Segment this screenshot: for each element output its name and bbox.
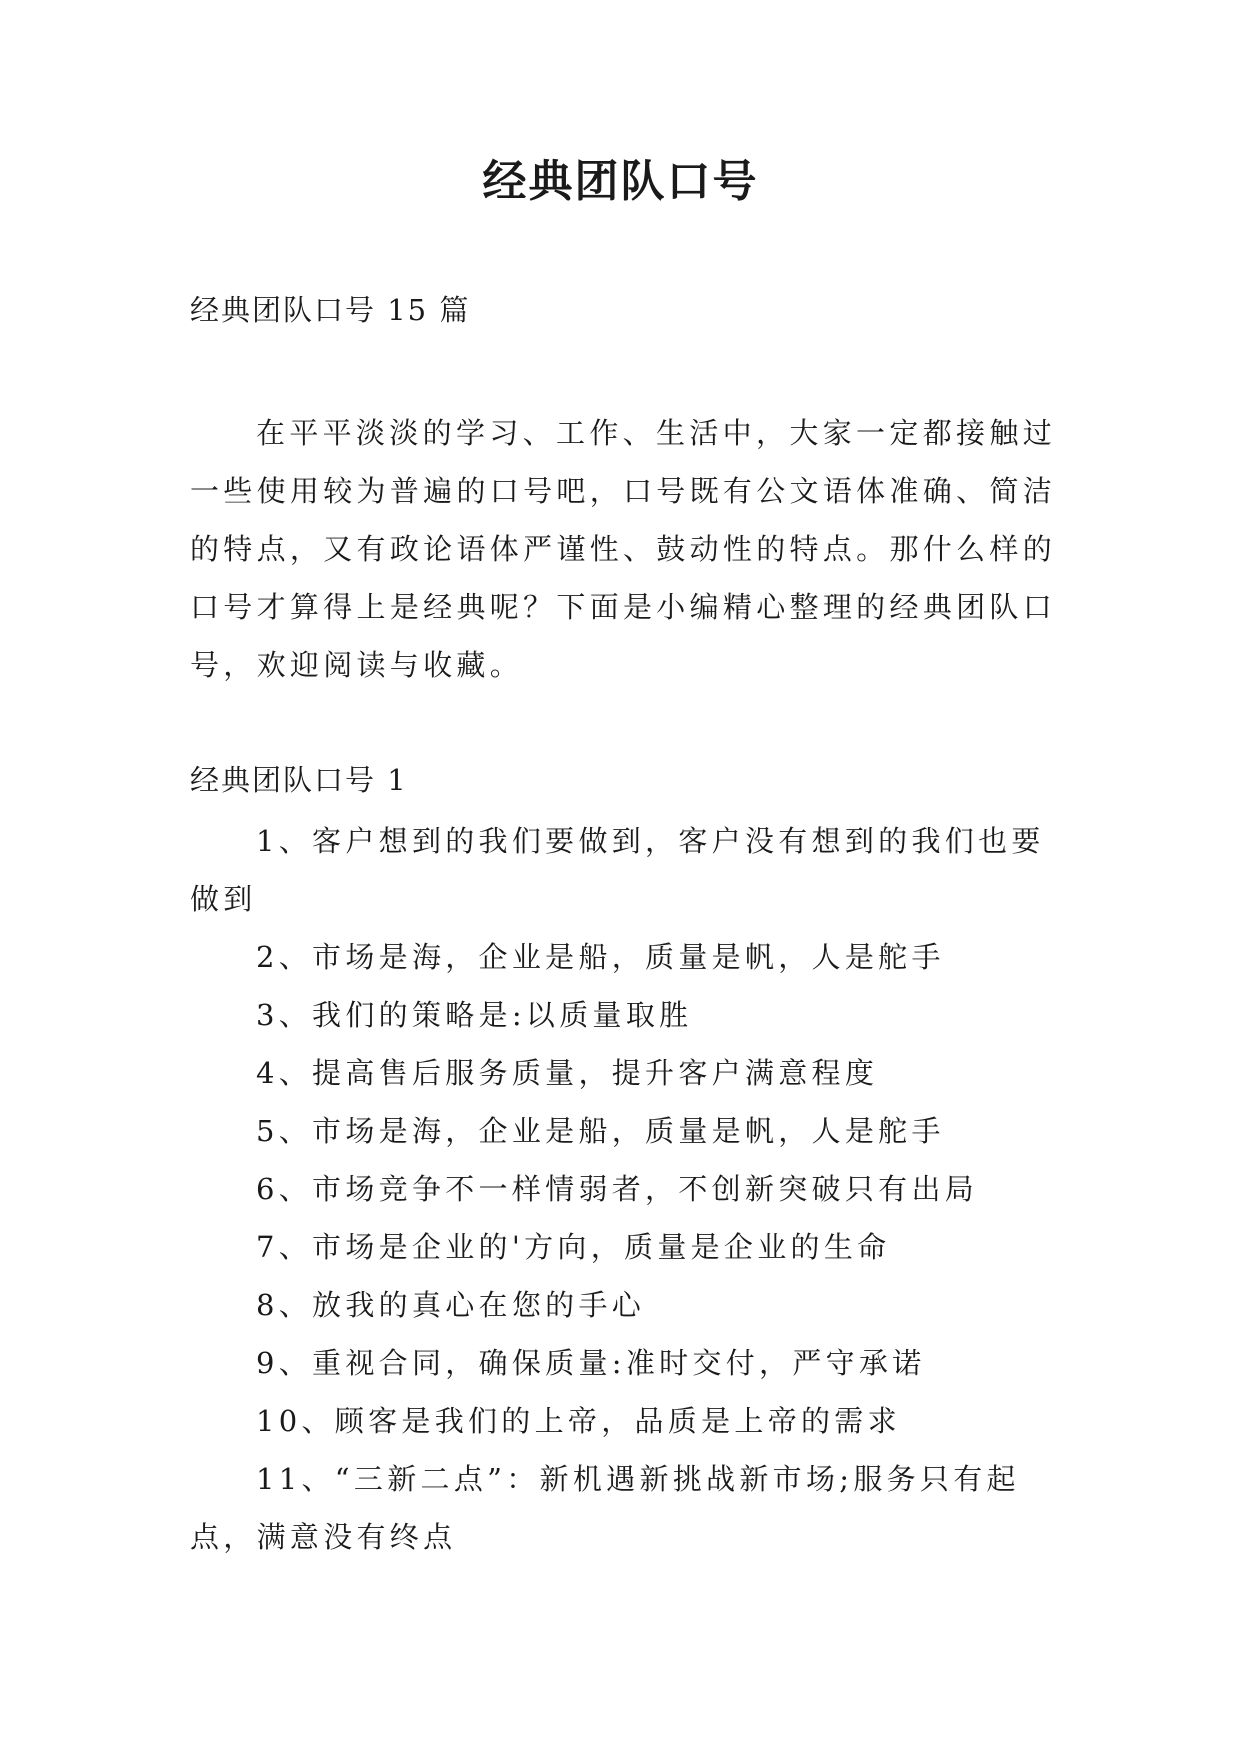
list-item: 7、市场是企业的'方向，质量是企业的生命 (256, 1230, 891, 1264)
list-item: 9、重视合同，确保质量:准时交付，严守承诺 (256, 1346, 926, 1380)
page-title: 经典团队口号 (482, 156, 759, 207)
section-heading: 经典团队口号 1 (190, 763, 408, 797)
list-item: 6、市场竞争不一样情弱者，不创新突破只有出局 (256, 1172, 979, 1206)
list-item: 8、放我的真心在您的手心 (256, 1288, 646, 1322)
list-item: 3、我们的策略是:以质量取胜 (256, 998, 693, 1032)
list-item: 5、市场是海，企业是船，质量是帆，人是舵手 (256, 1114, 945, 1148)
list-item: 10、顾客是我们的上帝，品质是上帝的需求 (256, 1404, 901, 1438)
list-item: 2、市场是海，企业是船，质量是帆，人是舵手 (256, 940, 945, 974)
list-item: 4、提高售后服务质量，提升客户满意程度 (256, 1056, 879, 1090)
list-item: 11、“三新二点”：新机遇新挑战新市场;服务只有起点，满意没有终点 (190, 1462, 1020, 1554)
slogan-list (190, 812, 1070, 1566)
document-subtitle: 经典团队口号 15 篇 (190, 293, 471, 327)
list-item: 1、客户想到的我们要做到，客户没有想到的我们也要做到 (190, 824, 1045, 916)
intro-paragraph: 在平平淡淡的学习、工作、生活中，大家一定都接触过一些使用较为普遍的口号吧，口号既有公文语体准确、简洁的特点，又有政论语体严谨性、鼓动性的特点。那什么样的口号才算得上是经典呢？下面是小编精心整理的经典团队口号，欢迎阅读与收藏。 (190, 416, 1056, 682)
